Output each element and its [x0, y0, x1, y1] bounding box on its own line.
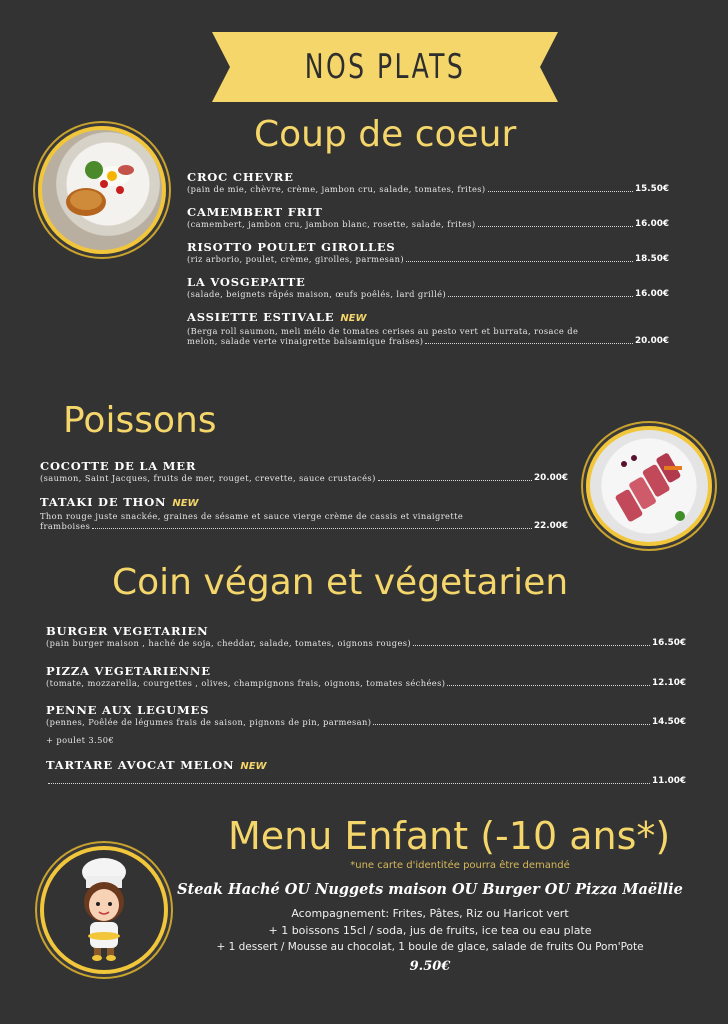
- list-item: [187, 310, 669, 346]
- dot-leader: [447, 685, 650, 686]
- new-badge: NEW: [172, 498, 199, 509]
- list-item: [46, 703, 686, 745]
- list-item: [40, 495, 568, 531]
- item-description: (pain burger maison , haché de soja, cheddar, salade, tomates, oignons rouges): [46, 638, 412, 648]
- section-title-vegan: Coin végan et végetarien: [112, 562, 569, 603]
- item-description: (salade, beignets râpés maison, œufs poêlés, lard grillé): [187, 289, 447, 299]
- item-name: COCOTTE DE LA MER: [40, 459, 197, 473]
- title-banner: [212, 32, 558, 102]
- item-price: 14.50€: [652, 717, 686, 727]
- item-description: (saumon, Saint Jacques, fruits de mer, rouget, crevette, sauce crustacés): [40, 473, 376, 483]
- item-name: BURGER VEGETARIEN: [46, 624, 209, 638]
- item-price: 15.50€: [635, 184, 669, 194]
- item-price: 22.00€: [534, 521, 568, 531]
- item-name: TATAKI DE THON: [40, 495, 167, 509]
- section-title-poissons: Poissons: [63, 400, 217, 441]
- list-item: [46, 664, 686, 688]
- list-item: [187, 170, 669, 194]
- list-item: [40, 459, 568, 483]
- list-item: [187, 275, 669, 299]
- dot-leader: [425, 343, 633, 344]
- item-price: 11.00€: [652, 776, 686, 786]
- item-name: ASSIETTE ESTIVALE: [187, 310, 335, 324]
- item-name: PIZZA VEGETARIENNE: [46, 664, 211, 678]
- list-item: [46, 758, 686, 786]
- item-description: (tomate, mozzarella, courgettes , olives, champignons frais, oignons, tomates séchées): [46, 678, 446, 688]
- item-price: 20.00€: [534, 473, 568, 483]
- item-description: melon, salade verte vinaigrette balsamique fraises): [187, 336, 424, 346]
- item-price: 16.50€: [652, 638, 686, 648]
- kids-main-dishes: Steak Haché OU Nuggets maison OU Burger OU Pizza Maëllie: [177, 881, 683, 898]
- item-price: 20.00€: [635, 336, 669, 346]
- item-description-line: Thon rouge juste snackée, graines de sésame et sauce vierge crème de cassis et vinaigrette: [40, 511, 464, 521]
- coup-de-coeur-dish-photo: [38, 126, 166, 254]
- chef-girl-illustration: [40, 846, 168, 974]
- section-title-menu-enfant: Menu Enfant (-10 ans*): [228, 814, 671, 858]
- item-name: CROC CHEVRE: [187, 170, 294, 184]
- item-description: (pennes, Poêlée de légumes frais de saison, pignons de pin, parmesan): [46, 717, 372, 727]
- dot-leader: [413, 645, 650, 646]
- item-name: PENNE AUX LEGUMES: [46, 703, 210, 717]
- list-item: [187, 240, 669, 264]
- item-description: (pain de mie, chèvre, crème, jambon cru, salade, tomates, frites): [187, 184, 486, 194]
- dot-leader: [448, 296, 633, 297]
- new-badge: NEW: [240, 761, 267, 772]
- dot-leader: [48, 783, 650, 784]
- item-description: (camembert, jambon cru, jambon blanc, rosette, salade, frites): [187, 219, 476, 229]
- item-extra: + poulet 3.50€: [46, 735, 115, 745]
- item-price: 18.50€: [635, 254, 669, 264]
- kids-drink: + 1 boissons 15cl / soda, jus de fruits, ice tea ou eau plate: [268, 924, 592, 937]
- new-badge: NEW: [340, 313, 367, 324]
- kids-sides: Acompagnement: Frites, Pâtes, Riz ou Haricot vert: [291, 907, 569, 920]
- dot-leader: [488, 191, 633, 192]
- dot-leader: [406, 261, 633, 262]
- page-title: NOS PLATS: [304, 47, 466, 87]
- item-description: framboises: [40, 521, 91, 531]
- dot-leader: [373, 724, 650, 725]
- dot-leader: [378, 480, 532, 481]
- item-name: RISOTTO POULET GIROLLES: [187, 240, 396, 254]
- id-card-note: *une carte d'identitée pourra être demandé: [350, 860, 570, 871]
- kids-dessert: + 1 dessert / Mousse au chocolat, 1 boule de glace, salade de fruits Ou Pom'Pote: [216, 941, 644, 953]
- item-price: 16.00€: [635, 289, 669, 299]
- dot-leader: [92, 528, 532, 529]
- item-description-line: (Berga roll saumon, meli mélo de tomates cerises au pesto vert et burrata, rosace de: [187, 326, 579, 336]
- kids-price: 9.50€: [409, 959, 451, 974]
- item-name: TARTARE AVOCAT MELON: [46, 758, 235, 772]
- list-item: [187, 205, 669, 229]
- item-name: LA VOSGEPATTE: [187, 275, 306, 289]
- item-price: 12.10€: [652, 678, 686, 688]
- item-price: 16.00€: [635, 219, 669, 229]
- poissons-dish-photo: [586, 426, 712, 546]
- list-item: [46, 624, 686, 648]
- section-title-coup-de-coeur: Coup de coeur: [254, 114, 517, 155]
- dot-leader: [478, 226, 634, 227]
- item-description: (riz arborio, poulet, crème, girolles, parmesan): [187, 254, 405, 264]
- item-name: CAMEMBERT FRIT: [187, 205, 323, 219]
